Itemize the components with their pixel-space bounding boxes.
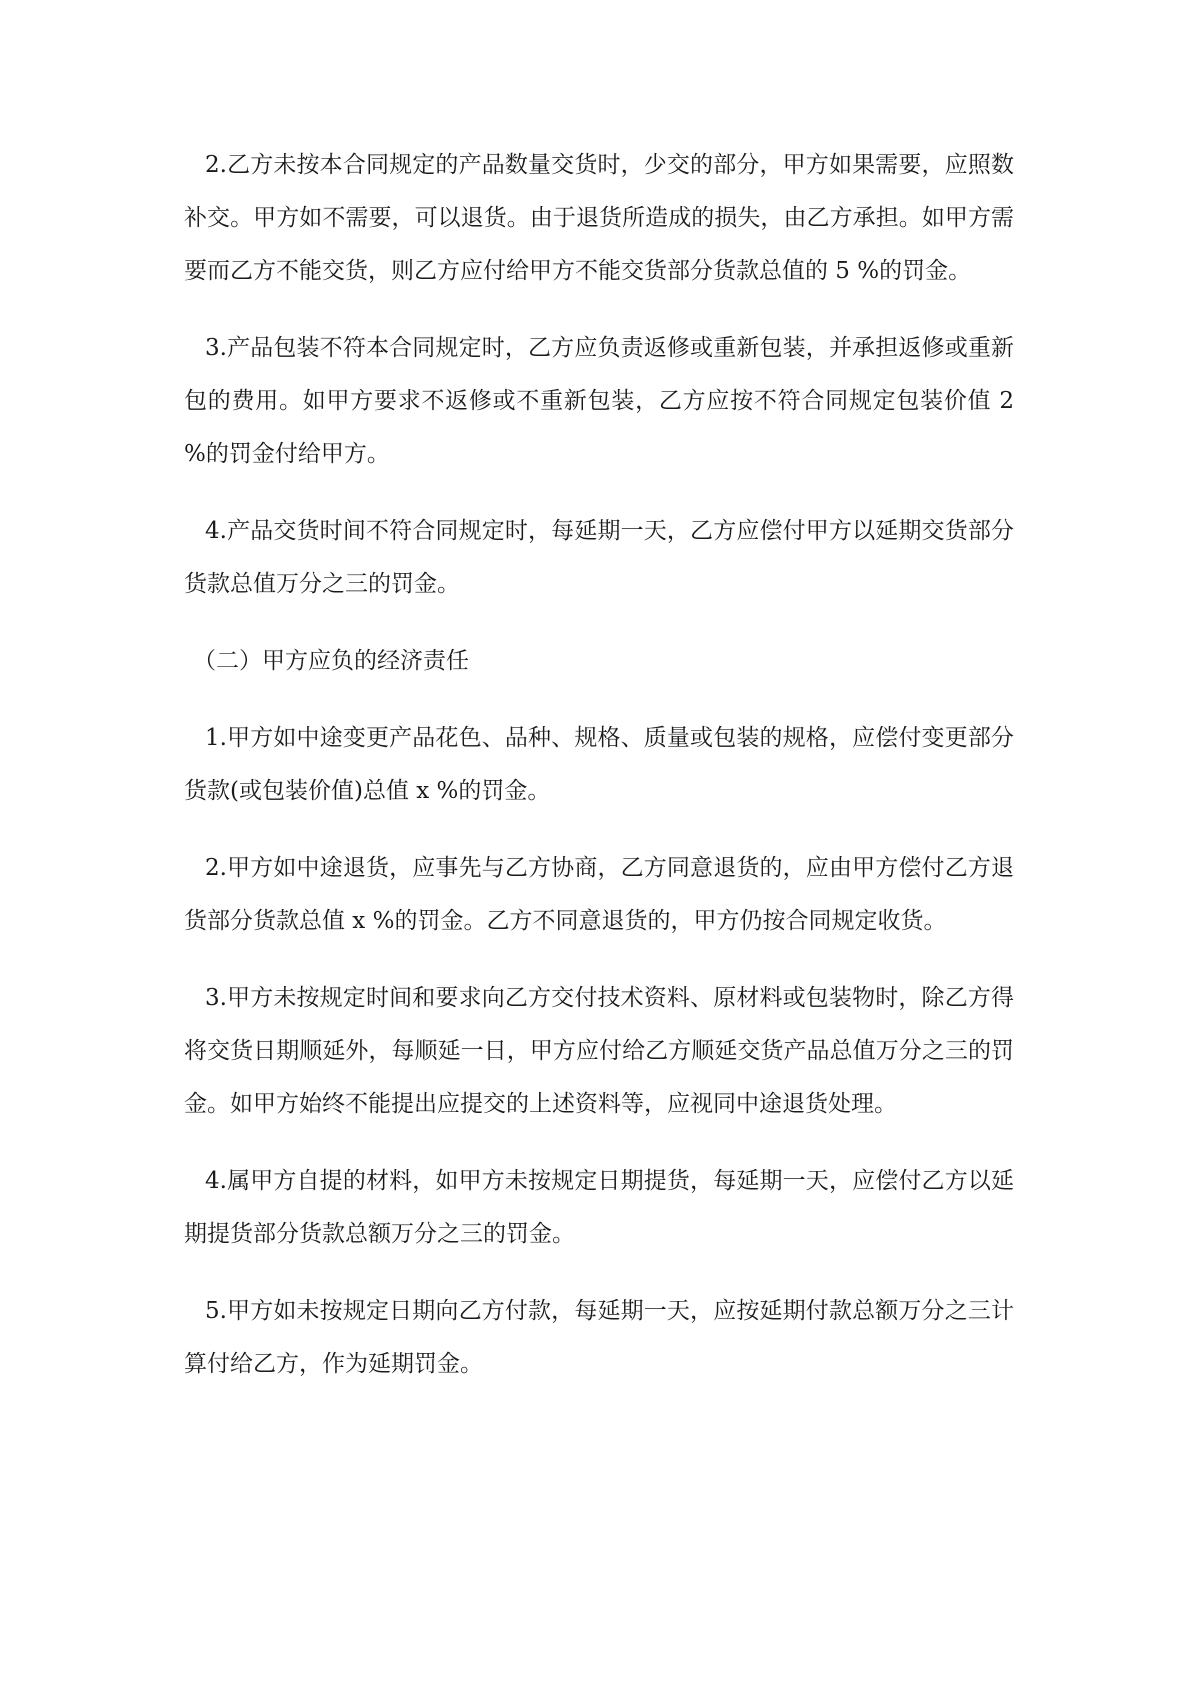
- paragraph-buyer-return-goods: 2.甲方如中途退货，应事先与乙方协商，乙方同意退货的，应由甲方偿付乙方退货部分货款总值 x %的罚金。乙方不同意退货的，甲方仍按合同规定收货。: [184, 855, 1014, 934]
- paragraph-buyer-change-spec: 1.甲方如中途变更产品花色、品种、规格、质量或包装的规格，应偿付变更部分货款(或包装价值)总值 x %的罚金。: [184, 725, 1014, 804]
- section-heading-buyer-liability: （二）甲方应负的经济责任: [193, 648, 469, 674]
- paragraph-buyer-pickup: 4.属甲方自提的材料，如甲方未按规定日期提货，每延期一天，应偿付乙方以延期提货部分货款总额万分之三的罚金。: [184, 1168, 1014, 1247]
- paragraph-buyer-payment: 5.甲方如未按规定日期向乙方付款，每延期一天，应按延期付款总额万分之三计算付给乙方，作为延期罚金。: [184, 1298, 1014, 1377]
- document-body: [184, 139, 1014, 1415]
- paragraph-seller-late-delivery: 4.产品交货时间不符合同规定时，每延期一天，乙方应偿付甲方以延期交货部分货款总值万分之三的罚金。: [184, 518, 1014, 597]
- paragraph-seller-packaging: 3.产品包装不符本合同规定时，乙方应负责返修或重新包装，并承担返修或重新包的费用。如甲方要求不返修或不重新包装，乙方应按不符合同规定包装价值 2 %的罚金付给甲方。: [184, 335, 1014, 467]
- paragraph-seller-quantity-shortfall: 2.乙方未按本合同规定的产品数量交货时，少交的部分，甲方如果需要，应照数补交。甲方如不需要，可以退货。由于退货所造成的损失，由乙方承担。如甲方需要而乙方不能交货，则乙方应付给甲方不能交货部分货款总值的 5 %的罚金。: [184, 152, 1014, 284]
- paragraph-buyer-materials: 3.甲方未按规定时间和要求向乙方交付技术资料、原材料或包装物时，除乙方得将交货日期顺延外，每顺延一日，甲方应付给乙方顺延交货产品总值万分之三的罚金。如甲方始终不能提出应提交的上述资料等，应视同中途退货处理。: [184, 985, 1014, 1117]
